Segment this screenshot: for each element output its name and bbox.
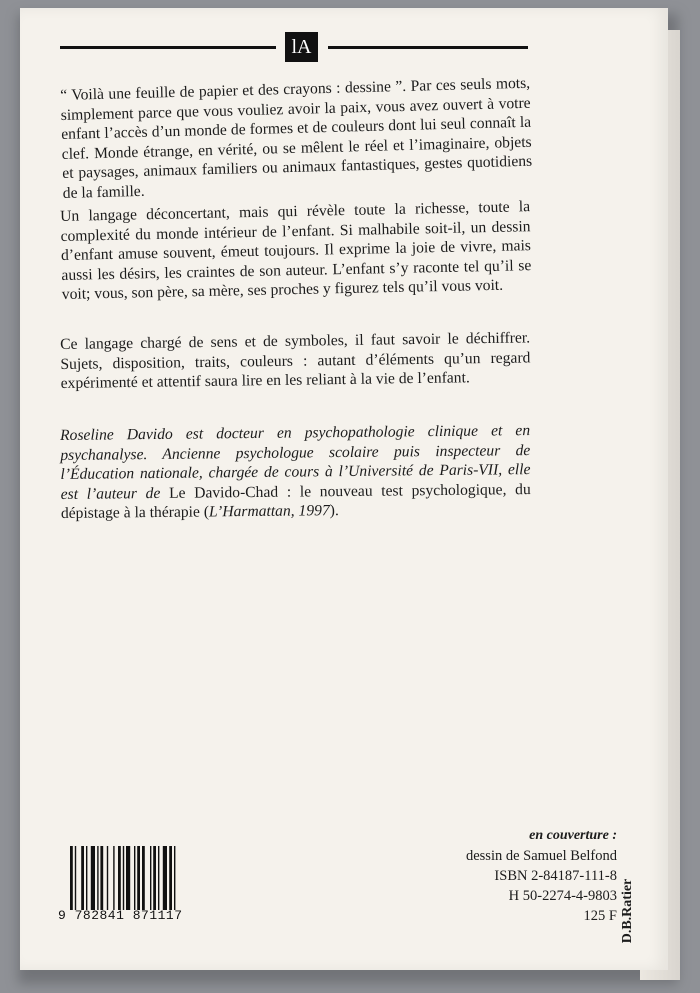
blurb-paragraph-3: Ce langage chargé de sens et de symboles, il faut savoir le déchiffrer. Sujets, disposition, traits, couleurs : autant d’éléments qu’un regard expérimenté et attentif saura lire en les reliant à la vie de l’enfant. — [60, 329, 531, 393]
product-code: H 50-2274-4-9803 — [508, 888, 617, 904]
barcode-icon — [70, 846, 204, 910]
barcode-digits: 9 782841 871117 — [58, 908, 183, 923]
publisher-imprint — [618, 852, 638, 970]
price: 125 F — [583, 908, 617, 924]
bio-text: Roseline Davido est docteur en psychopathologie clinique et en psychanalyse. Ancienne psychologue scolaire puis inspecteur de l’Éducation nationale, chargée de cours à l’Université de Paris-VII, elle est l’auteur de — [60, 422, 531, 503]
bio-paren-open: ( — [199, 503, 210, 521]
header-rule-right — [328, 46, 528, 49]
publisher-name: D.B.Ratier — [620, 878, 635, 944]
author-bio — [60, 421, 531, 524]
book-title: Le Davido-Chad : le nouveau test psychologique, du dépistage à la thérapie — [60, 480, 531, 523]
isbn: ISBN 2-84187-111-8 — [494, 868, 617, 884]
bio-paren-close: ). — [329, 502, 339, 520]
header-rule-left — [60, 46, 276, 49]
publisher-logo: lA — [285, 32, 318, 62]
blurb-paragraph-1: “ Voilà une feuille de papier et des crayons : dessine ”. Par ces seuls mots, simplement parce que vous vouliez avoir la paix, vous avez ouvert à votre enfant l’accès d’un monde de formes et de couleurs dont lui seul connaît la clef. Monde étrange, en vérité, ou se mêlent le réel et l’imaginaire, objets et paysages, animaux familiers ou animaux fantastiques, gestes quotidiens de la famille. — [60, 74, 533, 202]
cover-credit-label: en couverture : — [529, 828, 617, 843]
publisher-ref: L’Harmattan, 1997 — [208, 502, 330, 521]
cover-art-credit: dessin de Samuel Belfond — [465, 848, 617, 864]
blurb-paragraph-2: Un langage déconcertant, mais qui révèle toute la richesse, toute la complexité du monde intérieur de l’enfant. Si malhabile soit-il, un dessin d’enfant amuse souvent, émeut toujours. Il exprime la joie de vivre, mais aussi les désirs, les craintes de son auteur. L’enfant s’y raconte tel qu’il se voit; vous, son père, sa mère, ses proches y figurez tels qu’il vous voit. — [60, 198, 532, 304]
credits-block — [395, 826, 617, 926]
